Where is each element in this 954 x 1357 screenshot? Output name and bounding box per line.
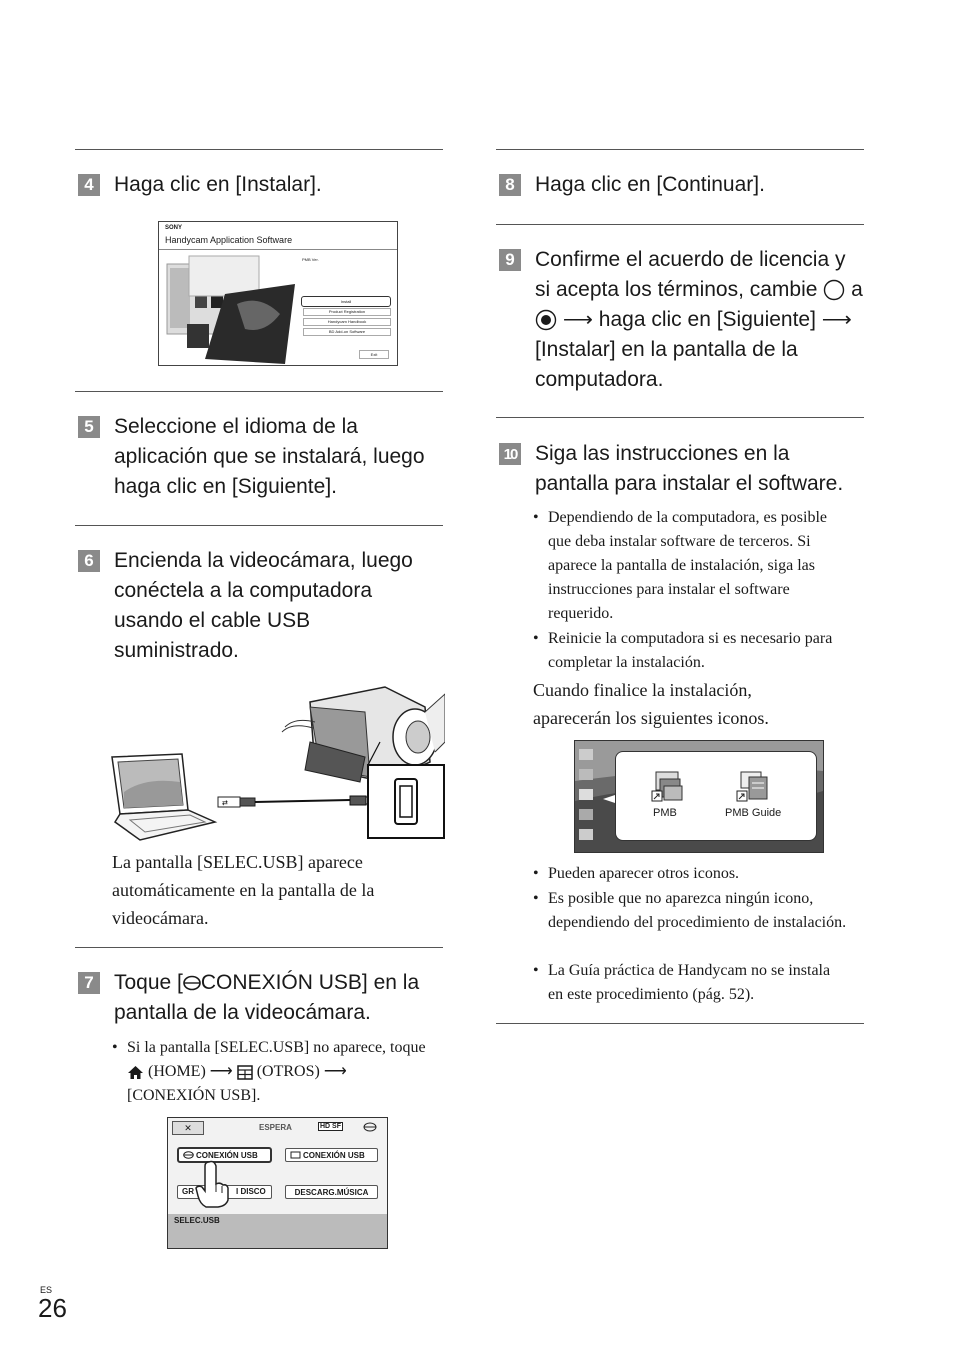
step-9-line1: Confirme el acuerdo de licencia y si acepta los términos, cambie <box>535 248 846 301</box>
step-10-bullet-1 <box>533 506 848 626</box>
installer-title-rule <box>159 249 397 250</box>
arrow-icon: ⟶ <box>821 308 852 331</box>
step-10-bullet-4 <box>533 887 848 935</box>
step-7-text-pre: Toque [ <box>114 971 183 994</box>
installer-title: Handycam Application Software <box>165 235 293 245</box>
pmb-guide-icon <box>735 769 771 805</box>
step-8-text: Haga clic en [Continuar]. <box>535 173 765 196</box>
selec-usb-screen <box>167 1117 388 1249</box>
page-number: 26 <box>38 1293 67 1323</box>
step-5-text: Seleccione el idioma de la aplicación que se instalará, luego haga clic en [Siguiente]. <box>114 415 425 498</box>
step-10-bullet-3 <box>533 862 848 886</box>
desktop-icons-screenshot <box>574 740 824 853</box>
camera-usb-connection-illustration <box>110 682 445 842</box>
page-language: ES <box>40 1285 53 1295</box>
radio-off-icon <box>823 279 845 301</box>
usb-connection-card-button[interactable] <box>285 1148 378 1162</box>
installer-handbook-button[interactable]: Handycam Handbook <box>303 318 391 326</box>
step-9-text <box>535 245 864 395</box>
installer-screenshot <box>158 221 398 366</box>
step-10-text: Siga las instrucciones en la pantalla para instalar el software. <box>535 442 844 495</box>
step-number-7: 7 <box>78 972 100 994</box>
pmb-icon <box>650 769 686 805</box>
usb-connection-hdd-label: CONEXIÓN USB <box>196 1150 258 1160</box>
rule-after-step-8 <box>496 224 864 225</box>
installer-bd-addon-button[interactable]: BD Add-on Software <box>303 328 391 336</box>
rule-bottom-right <box>496 1023 864 1024</box>
installer-ver: PMB Ver. <box>302 257 319 262</box>
step-7-bullet <box>112 1036 427 1108</box>
step-7-bullet-pre: Si la pantalla [SELEC.USB] no aparece, toque <box>127 1039 426 1056</box>
step-7-text <box>114 968 443 1028</box>
bullet-dot: • <box>112 1039 118 1056</box>
step-9-line3: [Instalar] en la pantalla de la computadora. <box>535 338 798 391</box>
step-number-9: 9 <box>499 249 521 271</box>
bullet-dot: • <box>533 509 539 526</box>
pmb-icon-label[interactable]: PMB <box>653 807 677 819</box>
arrow-icon: ⟶ <box>209 1063 233 1080</box>
selec-usb-title: SELEC.USB <box>174 1216 220 1225</box>
step-8 <box>499 170 864 200</box>
standby-label: ESPERA <box>259 1123 292 1132</box>
bullet-dot: • <box>533 890 539 907</box>
icons-callout <box>615 751 817 841</box>
rule-top-left <box>75 149 443 150</box>
installer-brand: SONY <box>165 225 183 231</box>
arrow-icon: ⟶ <box>323 1063 347 1080</box>
step-7-bullet-end: [CONEXIÓN USB]. <box>127 1087 261 1104</box>
rule-after-step-5 <box>75 525 443 526</box>
hdd-media-icon <box>363 1122 377 1132</box>
step-6 <box>78 546 443 666</box>
step-10-bullet-4-text: Es posible que no aparezca ningún icono, dependiendo del procedimiento de instalación. <box>548 890 847 931</box>
rule-top-right <box>496 149 864 150</box>
rule-after-step-6 <box>75 947 443 948</box>
step-6-text: Encienda la videocámara, luego conéctela a la computadora usando el cable USB suministrado. <box>114 549 413 662</box>
music-download-button[interactable]: DESCARG.MÚSICA <box>285 1185 378 1199</box>
step-9-line2a: a <box>851 278 863 301</box>
hdd-icon <box>183 975 201 991</box>
step-10-bullet-2-text: Reinicie la computadora si es necesario para completar la instalación. <box>548 630 833 671</box>
step-4-text: Haga clic en [Instalar]. <box>114 173 322 196</box>
step-10 <box>499 439 864 499</box>
laptop-drawing <box>112 754 215 840</box>
pmb-guide-icon-label[interactable]: PMB Guide <box>725 807 782 819</box>
step-7 <box>78 968 443 1028</box>
step-number-4: 4 <box>78 174 100 196</box>
disc-burn-label-b: I DISCO <box>236 1187 266 1196</box>
home-icon <box>127 1065 144 1080</box>
step-number-8: 8 <box>499 174 521 196</box>
step-number-6: 6 <box>78 550 100 572</box>
step-10-bullet-3-text: Pueden aparecer otros iconos. <box>548 865 740 882</box>
step-7-bullet-otros: (OTROS) <box>256 1063 320 1080</box>
disc-burn-label-a: GR <box>182 1187 194 1196</box>
step-7-text-post: CONEXIÓN USB] en la pantalla de la videocámara. <box>114 971 420 1024</box>
step-7-bullet-home: (HOME) <box>148 1063 206 1080</box>
radio-on-icon <box>535 309 557 331</box>
step-10-bullet-1-text: Dependiendo de la computadora, es posible que deba instalar software de terceros. Si aparece la pantalla de instalación, siga las instrucciones para instalar el software requerido. <box>548 509 828 622</box>
bullet-dot: • <box>533 630 539 647</box>
step-6-note: La pantalla [SELEC.USB] aparece automáticamente en la pantalla de la videocámara. <box>112 852 375 928</box>
installer-preview-image <box>165 254 295 364</box>
svg-text:⇄: ⇄ <box>222 799 228 807</box>
close-button[interactable]: ✕ <box>172 1121 204 1135</box>
bullet-dot: • <box>533 962 539 979</box>
step-number-10: 10 <box>499 443 521 465</box>
arrow-icon: ⟶ <box>562 308 593 331</box>
bullet-dot: • <box>533 865 539 882</box>
others-icon <box>237 1065 253 1080</box>
installer-exit-button[interactable]: Exit <box>359 350 389 359</box>
usb-connection-card-label: CONEXIÓN USB <box>303 1150 365 1160</box>
step-5 <box>78 412 443 502</box>
quality-badge: HD SF <box>320 1123 341 1130</box>
rule-after-step-9 <box>496 417 864 418</box>
step-10-note: Cuando finalice la instalación, aparecerán los siguientes iconos. <box>533 680 769 728</box>
rule-after-step-4 <box>75 391 443 392</box>
step-9 <box>499 245 864 395</box>
installer-registration-button[interactable]: Product Registration <box>303 308 391 316</box>
step-10-bullet-5-text: La Guía práctica de Handycam no se instala en este procedimiento (pág. 52). <box>548 962 831 1003</box>
touch-finger-icon <box>192 1158 232 1208</box>
step-4 <box>78 170 443 200</box>
step-number-5: 5 <box>78 416 100 438</box>
step-10-bullet-5 <box>533 959 848 1007</box>
step-9-line2b: haga clic en [Siguiente] <box>598 308 816 331</box>
step-10-bullet-2 <box>533 627 848 675</box>
installer-install-button[interactable]: Install <box>301 296 391 307</box>
memory-card-icon <box>290 1151 301 1159</box>
